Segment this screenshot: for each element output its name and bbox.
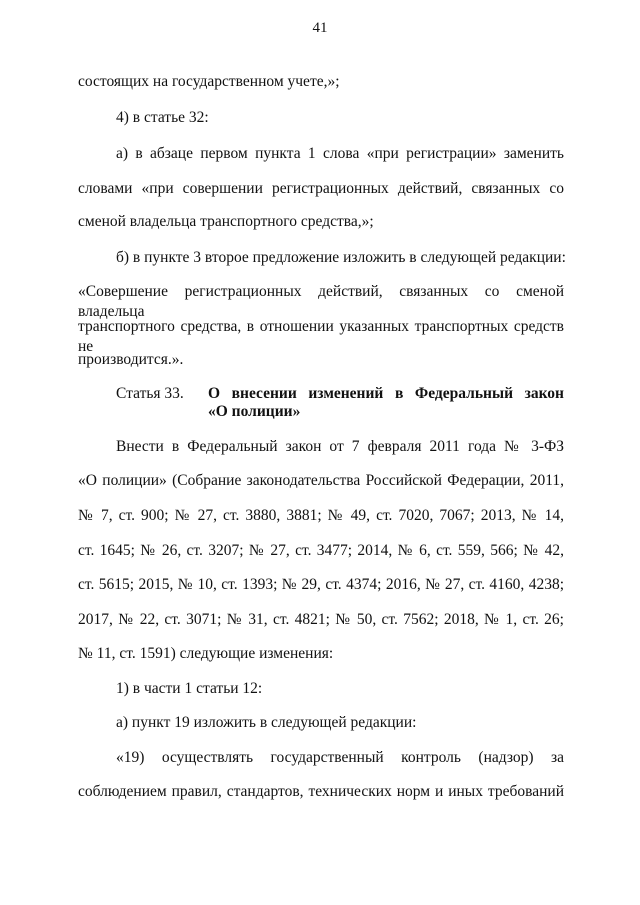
text-line: ст. 1645; № 26, ст. 3207; № 27, ст. 3477; 2014, № 6, ст. 559, 566; № 42,	[78, 542, 564, 559]
text-line: ст. 5615; 2015, № 10, ст. 1393; № 29, ст. 4374; 2016, № 27, ст. 4160, 4238;	[78, 576, 564, 593]
page-number: 41	[312, 20, 328, 36]
text-line: Внести в Федеральный закон от 7 февраля 2011 года № 3-ФЗ	[116, 438, 564, 455]
article-title-line1: О внесении изменений в Федеральный закон	[208, 385, 564, 402]
text-line: № 11, ст. 1591) следующие изменения:	[78, 645, 334, 662]
text-line: 1) в части 1 статьи 12:	[116, 680, 263, 697]
text-line: б) в пункте 3 второе предложение изложить в следующей редакции:	[116, 249, 566, 266]
text-line: сменой владельца транспортного средства,»;	[78, 213, 374, 230]
text-line: 2017, № 22, ст. 3071; № 31, ст. 4821; № 50, ст. 7562; 2018, № 1, ст. 26;	[78, 611, 564, 628]
article-label: Статья 33.	[116, 385, 184, 402]
text-line: словами «при совершении регистрационных действий, связанных со	[78, 180, 564, 197]
text-line: «О полиции» (Собрание законодательства Российской Федерации, 2011,	[78, 472, 564, 489]
text-line: транспортного средства, в отношении указанных транспортных средств не	[78, 318, 564, 355]
text-line: состоящих на государственном учете,»;	[78, 73, 340, 90]
text-line: «Совершение регистрационных действий, связанных со сменой владельца	[78, 283, 564, 320]
text-line: № 7, ст. 900; № 27, ст. 3880, 3881; № 49, ст. 7020, 7067; 2013, № 14,	[78, 507, 564, 524]
text-line: а) пункт 19 изложить в следующей редакции:	[116, 714, 417, 731]
text-line: а) в абзаце первом пункта 1 слова «при регистрации» заменить	[116, 145, 564, 162]
text-line: «19) осуществлять государственный контроль (надзор) за	[116, 749, 564, 766]
article-title-line2: «О полиции»	[208, 403, 301, 420]
text-line: производится.».	[78, 351, 184, 368]
text-line: 4) в статье 32:	[116, 109, 209, 126]
text-line: соблюдением правил, стандартов, технических норм и иных требований	[78, 783, 564, 800]
